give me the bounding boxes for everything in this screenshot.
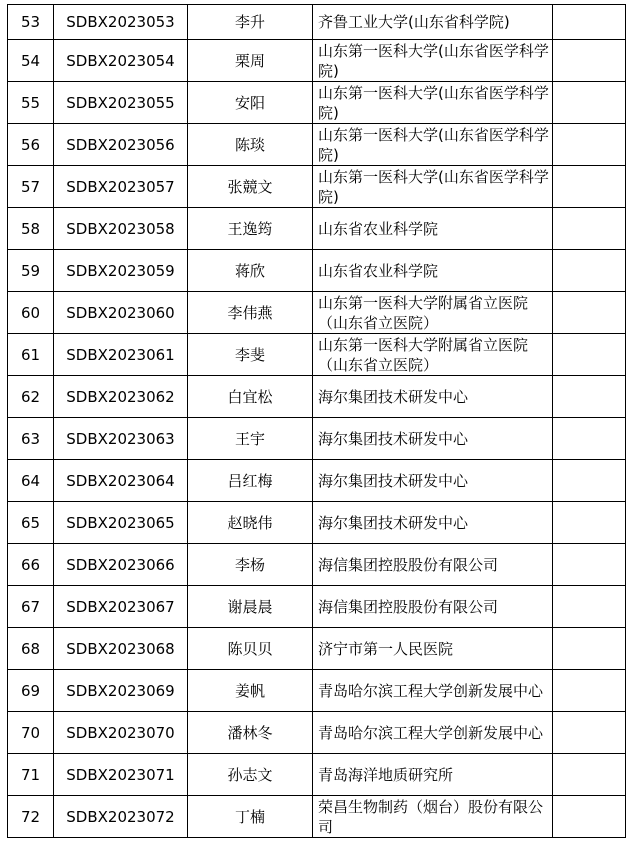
row-id: SDBX2023064 [54,460,188,502]
row-empty-cell [553,502,626,544]
row-unit: 山东省农业科学院 [313,250,553,292]
table-row [8,796,626,838]
row-unit: 山东第一医科大学(山东省医学科学院) [313,40,553,82]
row-id: SDBX2023059 [54,250,188,292]
row-number: 68 [8,628,54,670]
row-number: 55 [8,82,54,124]
row-id: SDBX2023060 [54,292,188,334]
row-unit: 青岛哈尔滨工程大学创新发展中心 [313,712,553,754]
row-number: 69 [8,670,54,712]
row-unit: 青岛海洋地质研究所 [313,754,553,796]
row-empty-cell [553,754,626,796]
row-name: 陈琰 [188,124,313,166]
row-unit: 海尔集团技术研发中心 [313,502,553,544]
row-number: 65 [8,502,54,544]
row-number: 60 [8,292,54,334]
row-empty-cell [553,334,626,376]
row-name: 陈贝贝 [188,628,313,670]
table-row [8,628,626,670]
table-row [8,712,626,754]
table-row [8,544,626,586]
row-empty-cell [553,460,626,502]
row-id: SDBX2023070 [54,712,188,754]
row-number: 63 [8,418,54,460]
row-unit: 海尔集团技术研发中心 [313,418,553,460]
row-unit: 山东省农业科学院 [313,208,553,250]
row-id: SDBX2023054 [54,40,188,82]
row-empty-cell [553,124,626,166]
row-name: 王逸筠 [188,208,313,250]
row-empty-cell [553,418,626,460]
table-row [8,5,626,40]
row-empty-cell [553,208,626,250]
row-number: 56 [8,124,54,166]
table-row [8,334,626,376]
row-number: 59 [8,250,54,292]
row-empty-cell [553,586,626,628]
row-number: 71 [8,754,54,796]
roster-table-body [8,5,626,838]
row-empty-cell [553,670,626,712]
row-number: 61 [8,334,54,376]
roster-table [7,4,626,838]
row-number: 57 [8,166,54,208]
row-unit: 荣昌生物制药（烟台）股份有限公司 [313,796,553,838]
row-unit: 青岛哈尔滨工程大学创新发展中心 [313,670,553,712]
row-id: SDBX2023069 [54,670,188,712]
row-empty-cell [553,40,626,82]
row-id: SDBX2023061 [54,334,188,376]
row-name: 白宜松 [188,376,313,418]
row-empty-cell [553,292,626,334]
row-name: 李斐 [188,334,313,376]
row-name: 栗周 [188,40,313,82]
row-name: 丁楠 [188,796,313,838]
row-number: 54 [8,40,54,82]
row-id: SDBX2023068 [54,628,188,670]
row-name: 王宇 [188,418,313,460]
row-name: 孙志文 [188,754,313,796]
row-id: SDBX2023071 [54,754,188,796]
row-name: 李杨 [188,544,313,586]
table-row [8,166,626,208]
row-number: 64 [8,460,54,502]
row-id: SDBX2023067 [54,586,188,628]
row-unit: 山东第一医科大学(山东省医学科学院) [313,124,553,166]
row-empty-cell [553,82,626,124]
row-unit: 海信集团控股股份有限公司 [313,586,553,628]
row-unit: 山东第一医科大学附属省立医院（山东省立医院） [313,292,553,334]
row-empty-cell [553,376,626,418]
table-row [8,460,626,502]
table-row [8,208,626,250]
row-id: SDBX2023062 [54,376,188,418]
row-number: 72 [8,796,54,838]
table-row [8,124,626,166]
row-id: SDBX2023063 [54,418,188,460]
row-name: 安阳 [188,82,313,124]
row-name: 李升 [188,5,313,40]
row-name: 吕红梅 [188,460,313,502]
row-empty-cell [553,544,626,586]
row-number: 62 [8,376,54,418]
row-name: 谢晨晨 [188,586,313,628]
row-number: 70 [8,712,54,754]
table-row [8,670,626,712]
row-unit: 山东第一医科大学附属省立医院（山东省立医院） [313,334,553,376]
row-empty-cell [553,166,626,208]
table-row [8,250,626,292]
row-empty-cell [553,712,626,754]
table-row [8,292,626,334]
row-number: 58 [8,208,54,250]
row-empty-cell [553,250,626,292]
row-number: 53 [8,5,54,40]
row-id: SDBX2023056 [54,124,188,166]
row-id: SDBX2023066 [54,544,188,586]
row-empty-cell [553,5,626,40]
table-row [8,82,626,124]
table-row [8,376,626,418]
row-name: 潘林冬 [188,712,313,754]
row-id: SDBX2023053 [54,5,188,40]
table-row [8,754,626,796]
row-number: 67 [8,586,54,628]
row-unit: 山东第一医科大学(山东省医学科学院) [313,82,553,124]
row-unit: 济宁市第一人民医院 [313,628,553,670]
table-row [8,418,626,460]
row-empty-cell [553,628,626,670]
row-id: SDBX2023072 [54,796,188,838]
row-name: 姜帆 [188,670,313,712]
row-unit: 海信集团控股股份有限公司 [313,544,553,586]
row-empty-cell [553,796,626,838]
table-row [8,586,626,628]
table-row [8,502,626,544]
row-id: SDBX2023055 [54,82,188,124]
row-id: SDBX2023057 [54,166,188,208]
row-number: 66 [8,544,54,586]
row-id: SDBX2023065 [54,502,188,544]
row-unit: 齐鲁工业大学(山东省科学院) [313,5,553,40]
row-unit: 海尔集团技术研发中心 [313,376,553,418]
row-name: 赵晓伟 [188,502,313,544]
row-name: 张競文 [188,166,313,208]
row-unit: 海尔集团技术研发中心 [313,460,553,502]
row-id: SDBX2023058 [54,208,188,250]
row-name: 李伟燕 [188,292,313,334]
row-name: 蒋欣 [188,250,313,292]
table-row [8,40,626,82]
row-unit: 山东第一医科大学(山东省医学科学院) [313,166,553,208]
